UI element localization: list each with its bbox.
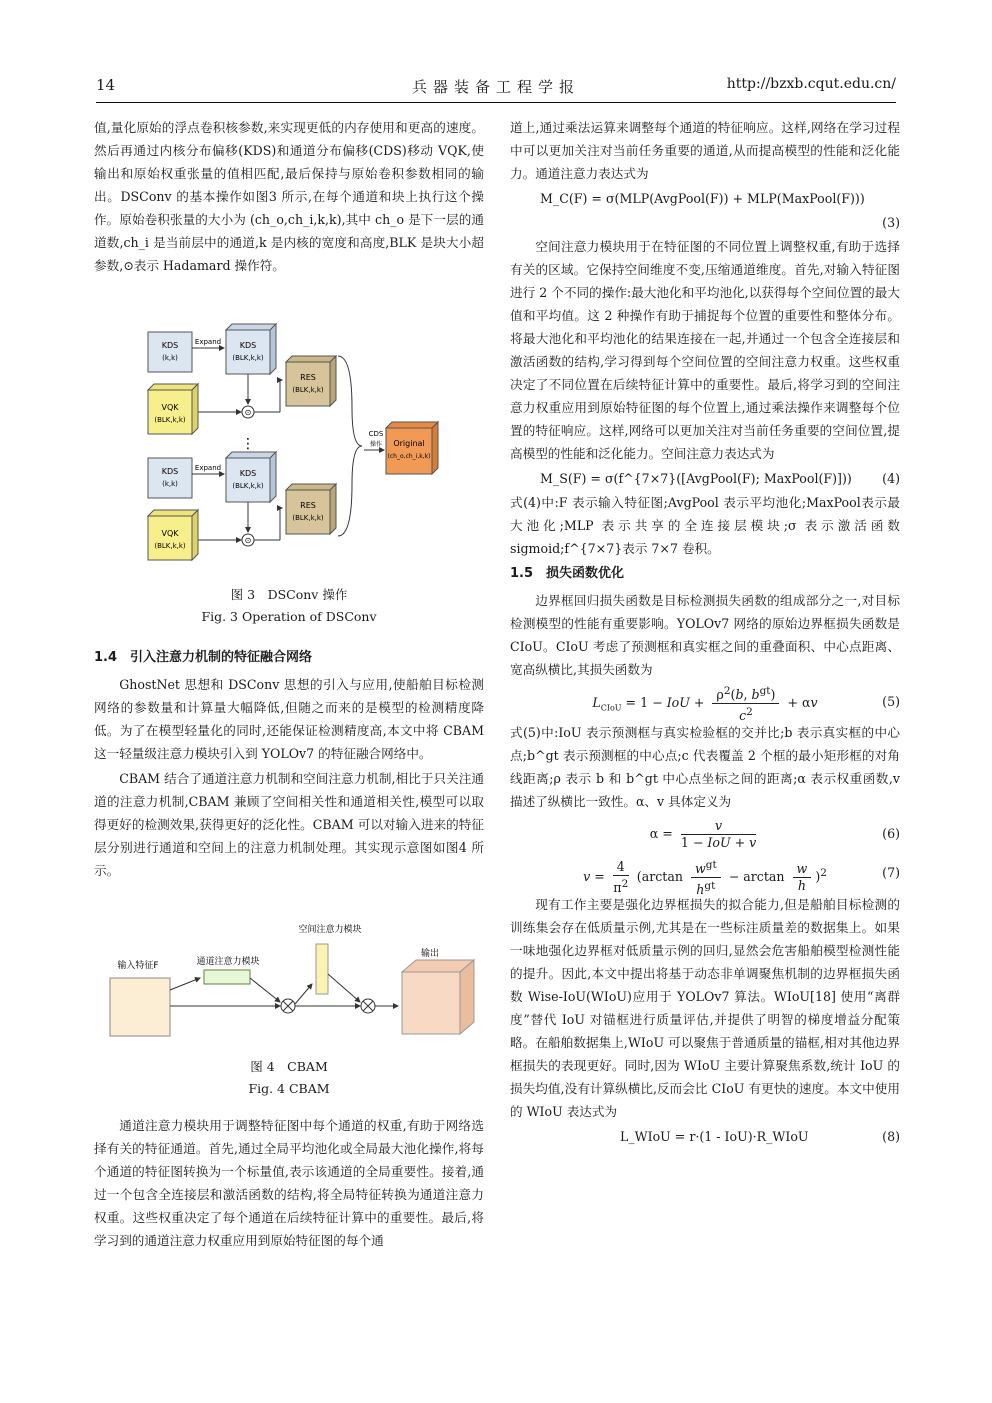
right-column — [510, 116, 900, 1149]
kds-expanded-box-top — [226, 330, 270, 374]
vqk-top-sub: (BLK,k,k) — [154, 416, 186, 424]
left-column — [94, 116, 484, 279]
original-sub: (ch_o,ch_i,k,k) — [387, 453, 431, 460]
res-bot-sub: (BLK,k,k) — [292, 514, 324, 522]
input-feature-label: 输入特征F — [117, 961, 159, 971]
paragraph-cbam: CBAM 结合了通道注意力机制和空间注意力机制,相比于只关注通道的注意力机制,CBAM 兼顾了空间相关性和通道相关性,模型可以取得更好的检测效果,获得更好的泛化性。CBAM 可以对输入进来的特征层分别进行通道和空间上的注意力机制处理。其实现示意图如图4 所示。 — [94, 771, 484, 878]
kds-expanded-box-bottom — [226, 458, 270, 502]
journal-title: 兵器装备工程学报 — [411, 78, 580, 96]
vqk-top-label: VQK — [161, 403, 179, 412]
figure3-caption-en: Fig. 3 Operation of DSConv — [201, 609, 377, 624]
paragraph-ciou: 边界框回归损失函数是目标检测损失函数的组成部分之一,对目标检测模型的性能有重要影响。YOLOv7 网络的原始边界框损失函数是 CIoU。CIoU 考虑了预测框和真实框之间的重叠面积、中心点距离、宽高纵横比,其损失函数为 — [510, 593, 900, 677]
equation-5-number: (5) — [882, 694, 900, 709]
spatial-attention-label: 空间注意力模块 — [298, 925, 362, 935]
equation-6-number: (6) — [882, 826, 900, 841]
kds-top-label: KDS — [161, 341, 179, 350]
page-header — [96, 70, 896, 103]
paragraph-wiou: 现有工作主要是强化边界框损失的拟合能力,但是船舶目标检测的训练集会存在低质量示例,尤其是在一些标注质量差的数据集上。如果一味地强化边界框对低质量示例的回归,显然会危害船舶模型检测性能的提升。因此,本文中提出将基于动态非单调聚焦机制的边界框损失函数 Wise-IoU(WIoU)应用于 YOLOv7 算法。WIoU[18] 使用“离群度”替代 IoU 对锚框进行质量评估,并提供了明智的梯度增益分配策略。在船舶数据集上,WIoU 可以聚焦于普通质量的锚框,相对其他边界框损失的表现更好。同时,因为 WIoU 主要计算聚焦系数,统计 IoU 的损失均值,没有计算纵横比,反而会比 CIoU 有更快的速度。本文中使用的 WIoU 表达式为 — [510, 897, 900, 1119]
equation-4 — [510, 467, 900, 491]
res-top-sub: (BLK,k,k) — [292, 386, 324, 394]
output-label: 输出 — [420, 949, 440, 959]
paragraph-eq4-definitions: 式(4)中:F 表示输入特征图;AvgPool 表示平均池化;MaxPool表示最大池化;MLP 表示共享的全连接层模块;σ 表示激活函数 sigmoid;f^{7×7}表示 7×7 卷积。 — [510, 495, 900, 556]
vqk-box-bottom — [148, 516, 192, 560]
spatial-attention-box — [316, 944, 328, 994]
figure4-caption-en: Fig. 4 CBAM — [248, 1081, 330, 1096]
res-top-label: RES — [300, 373, 316, 382]
paragraph-ghostnet: GhostNet 思想和 DSConv 思想的引入与应用,使船舶目标检测网络的参数量和计算量大幅降低,但随之而来的是模型的检测精度降低。为了在模型轻量化的同时,还能保证检测精度高,本文中将 CBAM 这一轻量级注意力模块引入到 YOLOv7 的特征融合网络中。 — [94, 677, 484, 761]
output-feature-box — [402, 972, 460, 1034]
cds-label: CDS — [368, 430, 384, 438]
original-label: Original — [393, 439, 425, 448]
equation-7-number: (7) — [882, 865, 900, 880]
equation-4-number: (4) — [882, 471, 900, 486]
equation-8-body: L_WIoU = r·(1 - IoU)·R_WIoU — [620, 1129, 809, 1144]
original-tensor-box — [386, 428, 432, 474]
kds-exp-bot-label: KDS — [239, 469, 257, 478]
equation-5: $L_{CIoU} = 1$ − IoU + $\frac{\rho^2(b, b^{gt})}{c^2}$ + αv (5) — [592, 685, 900, 724]
journal-url[interactable]: http://bzxb.cqut.edu.cn/ — [726, 76, 896, 92]
equation-8 — [510, 1125, 900, 1149]
figure-cbam — [104, 920, 484, 1050]
expand-bot-label: Expand — [194, 464, 222, 472]
vqk-bot-label: VQK — [161, 529, 179, 538]
left-column-channel-attention — [94, 1114, 484, 1254]
kds-top-sub: (k,k) — [162, 354, 178, 362]
page-number: 14 — [96, 76, 116, 94]
res-bot-label: RES — [300, 501, 316, 510]
kds-exp-top-sub: (BLK,k,k) — [232, 354, 264, 362]
channel-attention-box — [204, 970, 250, 984]
paragraph-spatial-attention: 空间注意力模块用于在特征图的不同位置上调整权重,有助于选择有关的区域。它保持空间维度不变,压缩通道维度。首先,对输入特征图进行 2 个不同的操作:最大池化和平均池化,以获得每个空间位置的最大值和平均值。这 2 种操作有助于捕捉每个位置的重要性和整体分布。将最大池化和平均池化的结果连接在一起,并通过一个包含全连接层和激活函数的结构,学习得到每个空间位置的空间注意力权重。这些权重决定了不同位置在后续特征计算中的重要性。最后,将学习到的空间注意力权重应用到原始特征图的每个位置上,通过乘法操作来调整每个位置的特征响应。这样,网络可以更加关注对当前任务重要的空间位置,提高模型的性能和泛化能力。空间注意力表达式为 — [510, 239, 900, 461]
ellipsis: ⋮ — [241, 436, 255, 452]
paragraph-channel-attention-cont: 道上,通过乘法运算来调整每个通道的特征响应。这样,网络在学习过程中可以更加关注对当前任务重要的通道,从而提高模型的性能和泛化能力。通道注意力表达式为 — [510, 120, 900, 181]
figure3-caption-cn: 图 3 DSConv 操作 — [230, 587, 348, 602]
input-feature-box — [110, 978, 170, 1036]
equation-3-number-row — [510, 211, 900, 235]
equation-3 — [510, 187, 900, 211]
odot-top: ⊙ — [244, 408, 252, 417]
figure4-caption-cn: 图 4 CBAM — [250, 1059, 328, 1074]
section-heading-1-4: 1.4 引入注意力机制的特征融合网络 — [94, 650, 313, 665]
vqk-box-top — [148, 390, 192, 434]
figure-dsconv — [140, 318, 440, 578]
res-box-top — [286, 362, 330, 406]
equation-8-number: (8) — [882, 1129, 900, 1144]
kds-exp-top-label: KDS — [239, 341, 257, 350]
cds-sub: 操作 — [369, 441, 383, 448]
paragraph-channel-attention: 通道注意力模块用于调整特征图中每个通道的权重,有助于网络选择有关的特征通道。首先,通过全局平均池化或全局最大池化操作,将每个通道的特征图转换为一个标量值,表示该通道的全局重要性。接着,通过一个包含全连接层和激活函数的结构,将全局特征转换为通道注意力权重。这些权重决定了每个通道在后续特征计算中的重要性。最后,将学习到的通道注意力权重应用到原始特征图的每个通 — [94, 1118, 484, 1248]
section-heading-1-5: 1.5 损失函数优化 — [510, 566, 625, 581]
odot-bottom: ⊙ — [244, 536, 252, 545]
equation-6: α = $\frac{v}{\text{1 − IoU + v}}$ (6) — [510, 815, 900, 853]
equation-4-body: M_S(F) = σ(f^{7×7}([AvgPool(F); MaxPool(F)])) — [540, 471, 852, 486]
expand-top-label: Expand — [194, 338, 222, 346]
equation-7: v = $\frac{4}{\pi^2}$ (arctan $\frac{w^{gt}}{h^{gt}}$ − arctan $\frac{w}{h}$ )$^2$ (7) — [510, 853, 900, 893]
kds-exp-bot-sub: (BLK,k,k) — [232, 482, 264, 490]
kds-box-bottom — [148, 458, 192, 498]
equation-3-body: M_C(F) = σ(MLP(AvgPool(F)) + MLP(MaxPool(F))) — [540, 191, 865, 206]
res-box-bottom — [286, 490, 330, 534]
merge-brace — [338, 356, 362, 536]
equation-3-number: (3) — [882, 215, 900, 230]
vqk-bot-sub: (BLK,k,k) — [154, 542, 186, 550]
kds-bot-sub: (k,k) — [162, 480, 178, 488]
kds-bot-label: KDS — [161, 467, 179, 476]
left-column-section-1-4 — [94, 644, 484, 884]
channel-attention-label: 通道注意力模块 — [196, 957, 260, 967]
kds-box-top — [148, 332, 192, 372]
paragraph-dsconv-intro: 值,量化原始的浮点卷积核参数,来实现更低的内存使用和更高的速度。然后再通过内核分布偏移(KDS)和通道分布偏移(CDS)移动 VQK,使输出和原始权重张量的值相匹配,最后保持与原始卷积参数相同的输出。DSConv 的基本操作如图3 所示,在每个通道和块上执行这个操作。原始卷积张量的大小为 (ch_o,ch_i,k,k),其中 ch_o 是下一层的通道数,ch_i 是当前层中的通道,k 是内核的宽度和高度,BLK 是块大小超参数,⊙表示 Hadamard 操作符。 — [94, 120, 484, 273]
paragraph-eq5-definitions: 式(5)中:IoU 表示预测框与真实检验框的交并比;b 表示真实框的中心点;b^gt 表示预测框的中心点;c 代表覆盖 2 个框的最小矩形框的对角线距离;ρ 表示 b 和 b^gt 中心点坐标之间的距离;α 表示权重函数,v 描述了纵横比一致性。α、v 具体定义为 — [510, 725, 900, 809]
